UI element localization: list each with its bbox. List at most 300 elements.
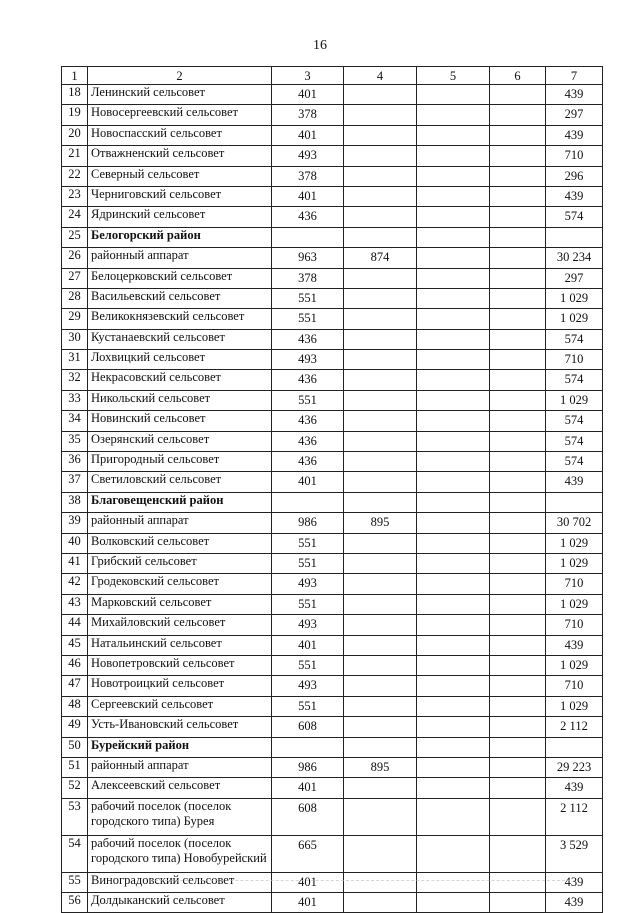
name-cell: Алексеевский сельсовет <box>88 778 272 798</box>
col3-cell: 401 <box>272 872 344 892</box>
col7-cell: 2 112 <box>546 717 603 737</box>
col7-cell: 574 <box>546 370 603 390</box>
row-number-cell: 32 <box>62 370 88 390</box>
name-cell: Некрасовский сельсовет <box>88 370 272 390</box>
table-row <box>62 574 603 594</box>
col4-cell: 895 <box>344 513 417 533</box>
col7-cell: 574 <box>546 207 603 227</box>
col3-cell: 401 <box>272 125 344 145</box>
col3-cell: 436 <box>272 411 344 431</box>
col5-cell <box>417 594 490 614</box>
table-row <box>62 778 603 798</box>
name-cell: Васильевский сельсовет <box>88 288 272 308</box>
row-number-cell: 39 <box>62 513 88 533</box>
col6-cell <box>490 329 546 349</box>
col7-cell: 1 029 <box>546 309 603 329</box>
table-row <box>62 757 603 777</box>
row-number-cell: 49 <box>62 717 88 737</box>
row-number-cell: 45 <box>62 635 88 655</box>
col6-cell <box>490 757 546 777</box>
col4-cell <box>344 350 417 370</box>
col4-cell <box>344 798 417 835</box>
col4-cell <box>344 105 417 125</box>
col3-cell: 608 <box>272 717 344 737</box>
col5-cell <box>417 893 490 913</box>
col4-cell <box>344 207 417 227</box>
col6-cell <box>490 431 546 451</box>
table-row <box>62 288 603 308</box>
name-cell: Благовещенский район <box>88 492 272 512</box>
col6-cell <box>490 737 546 757</box>
table-row <box>62 655 603 675</box>
name-cell: Усть-Ивановский сельсовет <box>88 717 272 737</box>
col6-cell <box>490 615 546 635</box>
name-cell: Новопетровский сельсовет <box>88 655 272 675</box>
col6-cell <box>490 186 546 206</box>
col5-cell <box>417 207 490 227</box>
row-number-cell: 40 <box>62 533 88 553</box>
name-cell: Белоцерковский сельсовет <box>88 268 272 288</box>
col5-cell <box>417 350 490 370</box>
col6-cell <box>490 696 546 716</box>
col5-cell <box>417 615 490 635</box>
col3-cell: 436 <box>272 370 344 390</box>
col7-cell: 30 234 <box>546 248 603 268</box>
col4-cell <box>344 594 417 614</box>
col5-cell <box>417 329 490 349</box>
name-cell: Грибский сельсовет <box>88 553 272 573</box>
table-row <box>62 635 603 655</box>
name-cell: районный аппарат <box>88 248 272 268</box>
name-cell: Новосергеевский сельсовет <box>88 105 272 125</box>
col7-cell: 574 <box>546 452 603 472</box>
row-number-cell: 21 <box>62 146 88 166</box>
row-number-cell: 46 <box>62 655 88 675</box>
col6-cell <box>490 288 546 308</box>
col7-cell: 710 <box>546 574 603 594</box>
district-row <box>62 227 603 247</box>
name-cell: районный аппарат <box>88 513 272 533</box>
name-cell: Ленинский сельсовет <box>88 85 272 105</box>
col5-cell <box>417 778 490 798</box>
col6-cell <box>490 533 546 553</box>
col4-cell <box>344 431 417 451</box>
col5-cell <box>417 166 490 186</box>
row-number-cell: 27 <box>62 268 88 288</box>
col7-cell: 710 <box>546 676 603 696</box>
row-number-cell: 41 <box>62 553 88 573</box>
col3-cell: 493 <box>272 676 344 696</box>
row-number-cell: 56 <box>62 893 88 913</box>
col7-cell: 1 029 <box>546 533 603 553</box>
col6-cell <box>490 248 546 268</box>
table-row <box>62 166 603 186</box>
name-cell: Ядринский сельсовет <box>88 207 272 227</box>
row-number-cell: 54 <box>62 835 88 872</box>
col4-cell <box>344 268 417 288</box>
col7-cell: 439 <box>546 125 603 145</box>
row-number-cell: 30 <box>62 329 88 349</box>
col5-cell <box>417 835 490 872</box>
table-body <box>62 85 603 913</box>
col4-cell <box>344 186 417 206</box>
col4-cell <box>344 872 417 892</box>
col6-cell <box>490 227 546 247</box>
col6-cell <box>490 872 546 892</box>
col7-cell: 1 029 <box>546 655 603 675</box>
name-cell: Волковский сельсовет <box>88 533 272 553</box>
col5-cell <box>417 533 490 553</box>
col3-cell: 436 <box>272 329 344 349</box>
col7-cell: 3 529 <box>546 835 603 872</box>
col4-cell <box>344 574 417 594</box>
col5-cell <box>417 696 490 716</box>
row-number-cell: 18 <box>62 85 88 105</box>
name-cell: Пригородный сельсовет <box>88 452 272 472</box>
col4-cell <box>344 737 417 757</box>
col6-cell <box>490 309 546 329</box>
table-row <box>62 350 603 370</box>
name-cell: Натальинский сельсовет <box>88 635 272 655</box>
table-row <box>62 207 603 227</box>
name-cell: Черниговский сельсовет <box>88 186 272 206</box>
table-row <box>62 431 603 451</box>
col4-cell <box>344 655 417 675</box>
col7-cell: 710 <box>546 615 603 635</box>
col7-cell: 574 <box>546 411 603 431</box>
col3-cell <box>272 492 344 512</box>
col5-cell <box>417 186 490 206</box>
col4-cell <box>344 452 417 472</box>
table-row <box>62 390 603 410</box>
col5-cell <box>417 431 490 451</box>
col5-cell <box>417 288 490 308</box>
col7-cell: 297 <box>546 105 603 125</box>
col3-cell: 608 <box>272 798 344 835</box>
table-row <box>62 513 603 533</box>
row-number-cell: 44 <box>62 615 88 635</box>
col6-cell <box>490 553 546 573</box>
col4-cell <box>344 166 417 186</box>
name-cell: Виноградовский сельсовет <box>88 872 272 892</box>
table-row <box>62 893 603 913</box>
row-number-cell: 42 <box>62 574 88 594</box>
table-row <box>62 329 603 349</box>
col3-cell: 401 <box>272 635 344 655</box>
table-row <box>62 85 603 105</box>
col4-cell <box>344 492 417 512</box>
table-row <box>62 798 603 835</box>
col6-cell <box>490 798 546 835</box>
col3-cell: 436 <box>272 207 344 227</box>
col6-cell <box>490 492 546 512</box>
name-cell: районный аппарат <box>88 757 272 777</box>
col4-cell <box>344 146 417 166</box>
col7-cell: 710 <box>546 350 603 370</box>
col4-cell: 895 <box>344 757 417 777</box>
col5-cell <box>417 390 490 410</box>
table-row <box>62 594 603 614</box>
table-row <box>62 676 603 696</box>
row-number-cell: 34 <box>62 411 88 431</box>
table-row <box>62 309 603 329</box>
column-header: 7 <box>546 67 603 85</box>
col3-cell: 551 <box>272 655 344 675</box>
col7-cell: 1 029 <box>546 594 603 614</box>
col7-cell <box>546 227 603 247</box>
col3-cell: 551 <box>272 594 344 614</box>
row-number-cell: 47 <box>62 676 88 696</box>
name-cell: Северный сельсовет <box>88 166 272 186</box>
district-row <box>62 492 603 512</box>
col4-cell <box>344 696 417 716</box>
col6-cell <box>490 635 546 655</box>
table-row <box>62 835 603 872</box>
row-number-cell: 31 <box>62 350 88 370</box>
row-number-cell: 24 <box>62 207 88 227</box>
name-cell: Великокнязевский сельсовет <box>88 309 272 329</box>
col3-cell: 551 <box>272 696 344 716</box>
col5-cell <box>417 737 490 757</box>
col4-cell <box>344 227 417 247</box>
col3-cell: 436 <box>272 452 344 472</box>
col5-cell <box>417 309 490 329</box>
row-number-cell: 38 <box>62 492 88 512</box>
row-number-cell: 36 <box>62 452 88 472</box>
allocation-table <box>61 66 603 913</box>
col6-cell <box>490 370 546 390</box>
col4-cell <box>344 370 417 390</box>
page-number: 16 <box>313 38 327 53</box>
column-header: 4 <box>344 67 417 85</box>
col5-cell <box>417 125 490 145</box>
name-cell: рабочий поселок (поселок городского типа) Бурея <box>88 798 272 835</box>
col3-cell: 436 <box>272 431 344 451</box>
column-header: 2 <box>88 67 272 85</box>
col3-cell: 986 <box>272 757 344 777</box>
name-cell: Никольский сельсовет <box>88 390 272 410</box>
col3-cell: 378 <box>272 268 344 288</box>
row-number-cell: 43 <box>62 594 88 614</box>
col6-cell <box>490 390 546 410</box>
col5-cell <box>417 472 490 492</box>
col3-cell: 493 <box>272 615 344 635</box>
col4-cell <box>344 288 417 308</box>
col5-cell <box>417 85 490 105</box>
name-cell: Михайловский сельсовет <box>88 615 272 635</box>
col4-cell <box>344 835 417 872</box>
col6-cell <box>490 574 546 594</box>
col5-cell <box>417 411 490 431</box>
col7-cell: 1 029 <box>546 288 603 308</box>
col5-cell <box>417 452 490 472</box>
col7-cell: 439 <box>546 472 603 492</box>
name-cell: Долдыканский сельсовет <box>88 893 272 913</box>
col3-cell: 401 <box>272 893 344 913</box>
name-cell: Белогорский район <box>88 227 272 247</box>
col6-cell <box>490 105 546 125</box>
col7-cell <box>546 737 603 757</box>
name-cell: Марковский сельсовет <box>88 594 272 614</box>
name-cell: Озерянский сельсовет <box>88 431 272 451</box>
col6-cell <box>490 472 546 492</box>
row-number-cell: 55 <box>62 872 88 892</box>
col5-cell <box>417 268 490 288</box>
table-row <box>62 533 603 553</box>
column-header: 3 <box>272 67 344 85</box>
table-row <box>62 146 603 166</box>
table-row <box>62 105 603 125</box>
column-header: 1 <box>62 67 88 85</box>
table-row <box>62 411 603 431</box>
col5-cell <box>417 513 490 533</box>
col3-cell: 378 <box>272 166 344 186</box>
col4-cell <box>344 553 417 573</box>
col6-cell <box>490 513 546 533</box>
col6-cell <box>490 350 546 370</box>
col4-cell <box>344 390 417 410</box>
col7-cell: 1 029 <box>546 696 603 716</box>
row-number-cell: 28 <box>62 288 88 308</box>
row-number-cell: 51 <box>62 757 88 777</box>
row-number-cell: 25 <box>62 227 88 247</box>
name-cell: Новоспасский сельсовет <box>88 125 272 145</box>
name-cell: Сергеевский сельсовет <box>88 696 272 716</box>
col6-cell <box>490 778 546 798</box>
table-row <box>62 717 603 737</box>
col3-cell: 493 <box>272 146 344 166</box>
table-row <box>62 248 603 268</box>
col3-cell: 665 <box>272 835 344 872</box>
name-cell: Гродековский сельсовет <box>88 574 272 594</box>
col7-cell: 2 112 <box>546 798 603 835</box>
name-cell: Отважненский сельсовет <box>88 146 272 166</box>
col5-cell <box>417 635 490 655</box>
row-number-cell: 29 <box>62 309 88 329</box>
col6-cell <box>490 655 546 675</box>
col3-cell: 493 <box>272 350 344 370</box>
col3-cell: 551 <box>272 288 344 308</box>
col6-cell <box>490 85 546 105</box>
table-row <box>62 696 603 716</box>
row-number-cell: 35 <box>62 431 88 451</box>
row-number-cell: 50 <box>62 737 88 757</box>
row-number-cell: 26 <box>62 248 88 268</box>
row-number-cell: 48 <box>62 696 88 716</box>
col7-cell: 439 <box>546 85 603 105</box>
col7-cell: 1 029 <box>546 390 603 410</box>
table-row <box>62 472 603 492</box>
col4-cell <box>344 472 417 492</box>
header-row <box>62 67 603 85</box>
col7-cell: 297 <box>546 268 603 288</box>
row-number-cell: 53 <box>62 798 88 835</box>
col4-cell <box>344 893 417 913</box>
row-number-cell: 20 <box>62 125 88 145</box>
column-header: 6 <box>490 67 546 85</box>
col6-cell <box>490 676 546 696</box>
col4-cell <box>344 85 417 105</box>
col6-cell <box>490 146 546 166</box>
col6-cell <box>490 411 546 431</box>
col3-cell: 493 <box>272 574 344 594</box>
col7-cell: 439 <box>546 872 603 892</box>
col7-cell: 29 223 <box>546 757 603 777</box>
col5-cell <box>417 492 490 512</box>
column-header: 5 <box>417 67 490 85</box>
col4-cell <box>344 533 417 553</box>
col5-cell <box>417 574 490 594</box>
row-number-cell: 22 <box>62 166 88 186</box>
col4-cell <box>344 329 417 349</box>
col3-cell <box>272 227 344 247</box>
col5-cell <box>417 798 490 835</box>
col5-cell <box>417 676 490 696</box>
table-row <box>62 553 603 573</box>
col7-cell: 439 <box>546 186 603 206</box>
table-row <box>62 125 603 145</box>
col3-cell: 401 <box>272 778 344 798</box>
col3-cell: 551 <box>272 309 344 329</box>
col4-cell <box>344 309 417 329</box>
scan-artifact-line <box>150 880 570 882</box>
col7-cell: 574 <box>546 329 603 349</box>
col4-cell <box>344 635 417 655</box>
col5-cell <box>417 146 490 166</box>
col5-cell <box>417 757 490 777</box>
col3-cell: 551 <box>272 553 344 573</box>
col4-cell <box>344 717 417 737</box>
col4-cell <box>344 778 417 798</box>
row-number-cell: 19 <box>62 105 88 125</box>
table-row <box>62 370 603 390</box>
col3-cell: 378 <box>272 105 344 125</box>
col6-cell <box>490 835 546 872</box>
col4-cell <box>344 615 417 635</box>
table-row <box>62 186 603 206</box>
col7-cell: 296 <box>546 166 603 186</box>
col6-cell <box>490 207 546 227</box>
col5-cell <box>417 872 490 892</box>
table-row <box>62 615 603 635</box>
col6-cell <box>490 717 546 737</box>
name-cell: Новинский сельсовет <box>88 411 272 431</box>
col5-cell <box>417 248 490 268</box>
name-cell: Кустанаевский сельсовет <box>88 329 272 349</box>
col3-cell: 401 <box>272 85 344 105</box>
district-row <box>62 737 603 757</box>
name-cell: Бурейский район <box>88 737 272 757</box>
col4-cell <box>344 125 417 145</box>
row-number-cell: 23 <box>62 186 88 206</box>
col5-cell <box>417 717 490 737</box>
col6-cell <box>490 268 546 288</box>
col5-cell <box>417 553 490 573</box>
col5-cell <box>417 655 490 675</box>
row-number-cell: 52 <box>62 778 88 798</box>
col7-cell: 574 <box>546 431 603 451</box>
col7-cell: 439 <box>546 893 603 913</box>
col3-cell: 401 <box>272 472 344 492</box>
col6-cell <box>490 125 546 145</box>
col5-cell <box>417 105 490 125</box>
row-number-cell: 33 <box>62 390 88 410</box>
col3-cell <box>272 737 344 757</box>
col4-cell <box>344 411 417 431</box>
col7-cell: 439 <box>546 635 603 655</box>
table-row <box>62 268 603 288</box>
col3-cell: 551 <box>272 390 344 410</box>
